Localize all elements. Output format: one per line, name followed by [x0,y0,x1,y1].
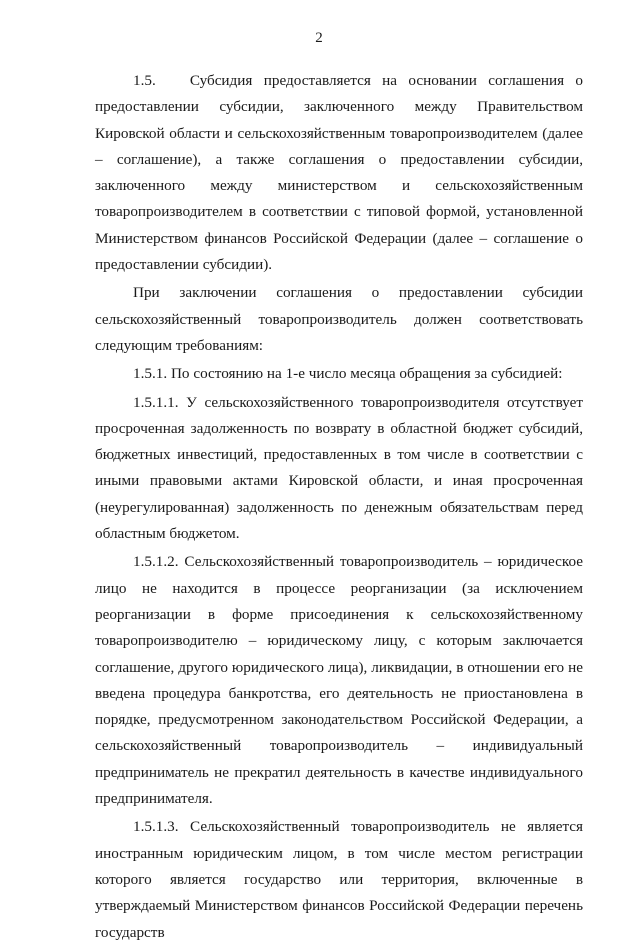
page-number: 2 [315,30,323,46]
document-body [95,68,583,948]
paragraph-1-5-1-1: 1.5.1.1. У сельскохозяйственного товаропроизводителя отсутствует просроченная задолженность по возврату в областной бюджет субсидий, бюджетных инвестиций, предоставленных в том числе в соответствии с иными правовыми актами Кировской области, и иная просроченная (неурегулированная) задолженность по денежным обязательствам перед областным бюджетом. [95,393,583,543]
paragraph-1-5: 1.5. Субсидия предоставляется на основании соглашения о предоставлении субсидии, заключенного между Правительством Кировской области и сельскохозяйственным товаропроизводителем (далее – соглашение), а также соглашения о предоставлении субсидии, заключенного между министерством и сельскохозяйственным товаропроизводителем в соответствии с типовой формой, установленной Министерством финансов Российской Федерации (далее – соглашение о предоставлении субсидии). [95,72,583,274]
paragraph-1-5-1: 1.5.1. По состоянию на 1-е число месяца обращения за субсидией: [133,365,563,383]
paragraph-1-5-1-3: 1.5.1.3. Сельскохозяйственный товаропроизводитель не является иностранным юридическим лицом, в том числе местом регистрации которого является государство или территория, включенные в утверждаемый Министерством финансов Российской Федерации перечень государств [95,818,583,941]
paragraph-requirements-intro: При заключении соглашения о предоставлении субсидии сельскохозяйственный товаропроизводитель должен соответствовать следующим требованиям: [95,284,583,354]
paragraph-1-5-1-2: 1.5.1.2. Сельскохозяйственный товаропроизводитель – юридическое лицо не находится в процессе реорганизации (за исключением реорганизации в форме присоединения к сельскохозяйственному товаропроизводителю – юридическому лицу, с которым заключается соглашение, другого юридического лица), ликвидации, в отношении его не введена процедура банкротства, его деятельность не приостановлена в порядке, предусмотренном законодательством Российской Федерации, а сельскохозяйственный товаропроизводитель – индивидуальный предприниматель не прекратил деятельность в качестве индивидуального предпринимателя. [95,553,583,808]
